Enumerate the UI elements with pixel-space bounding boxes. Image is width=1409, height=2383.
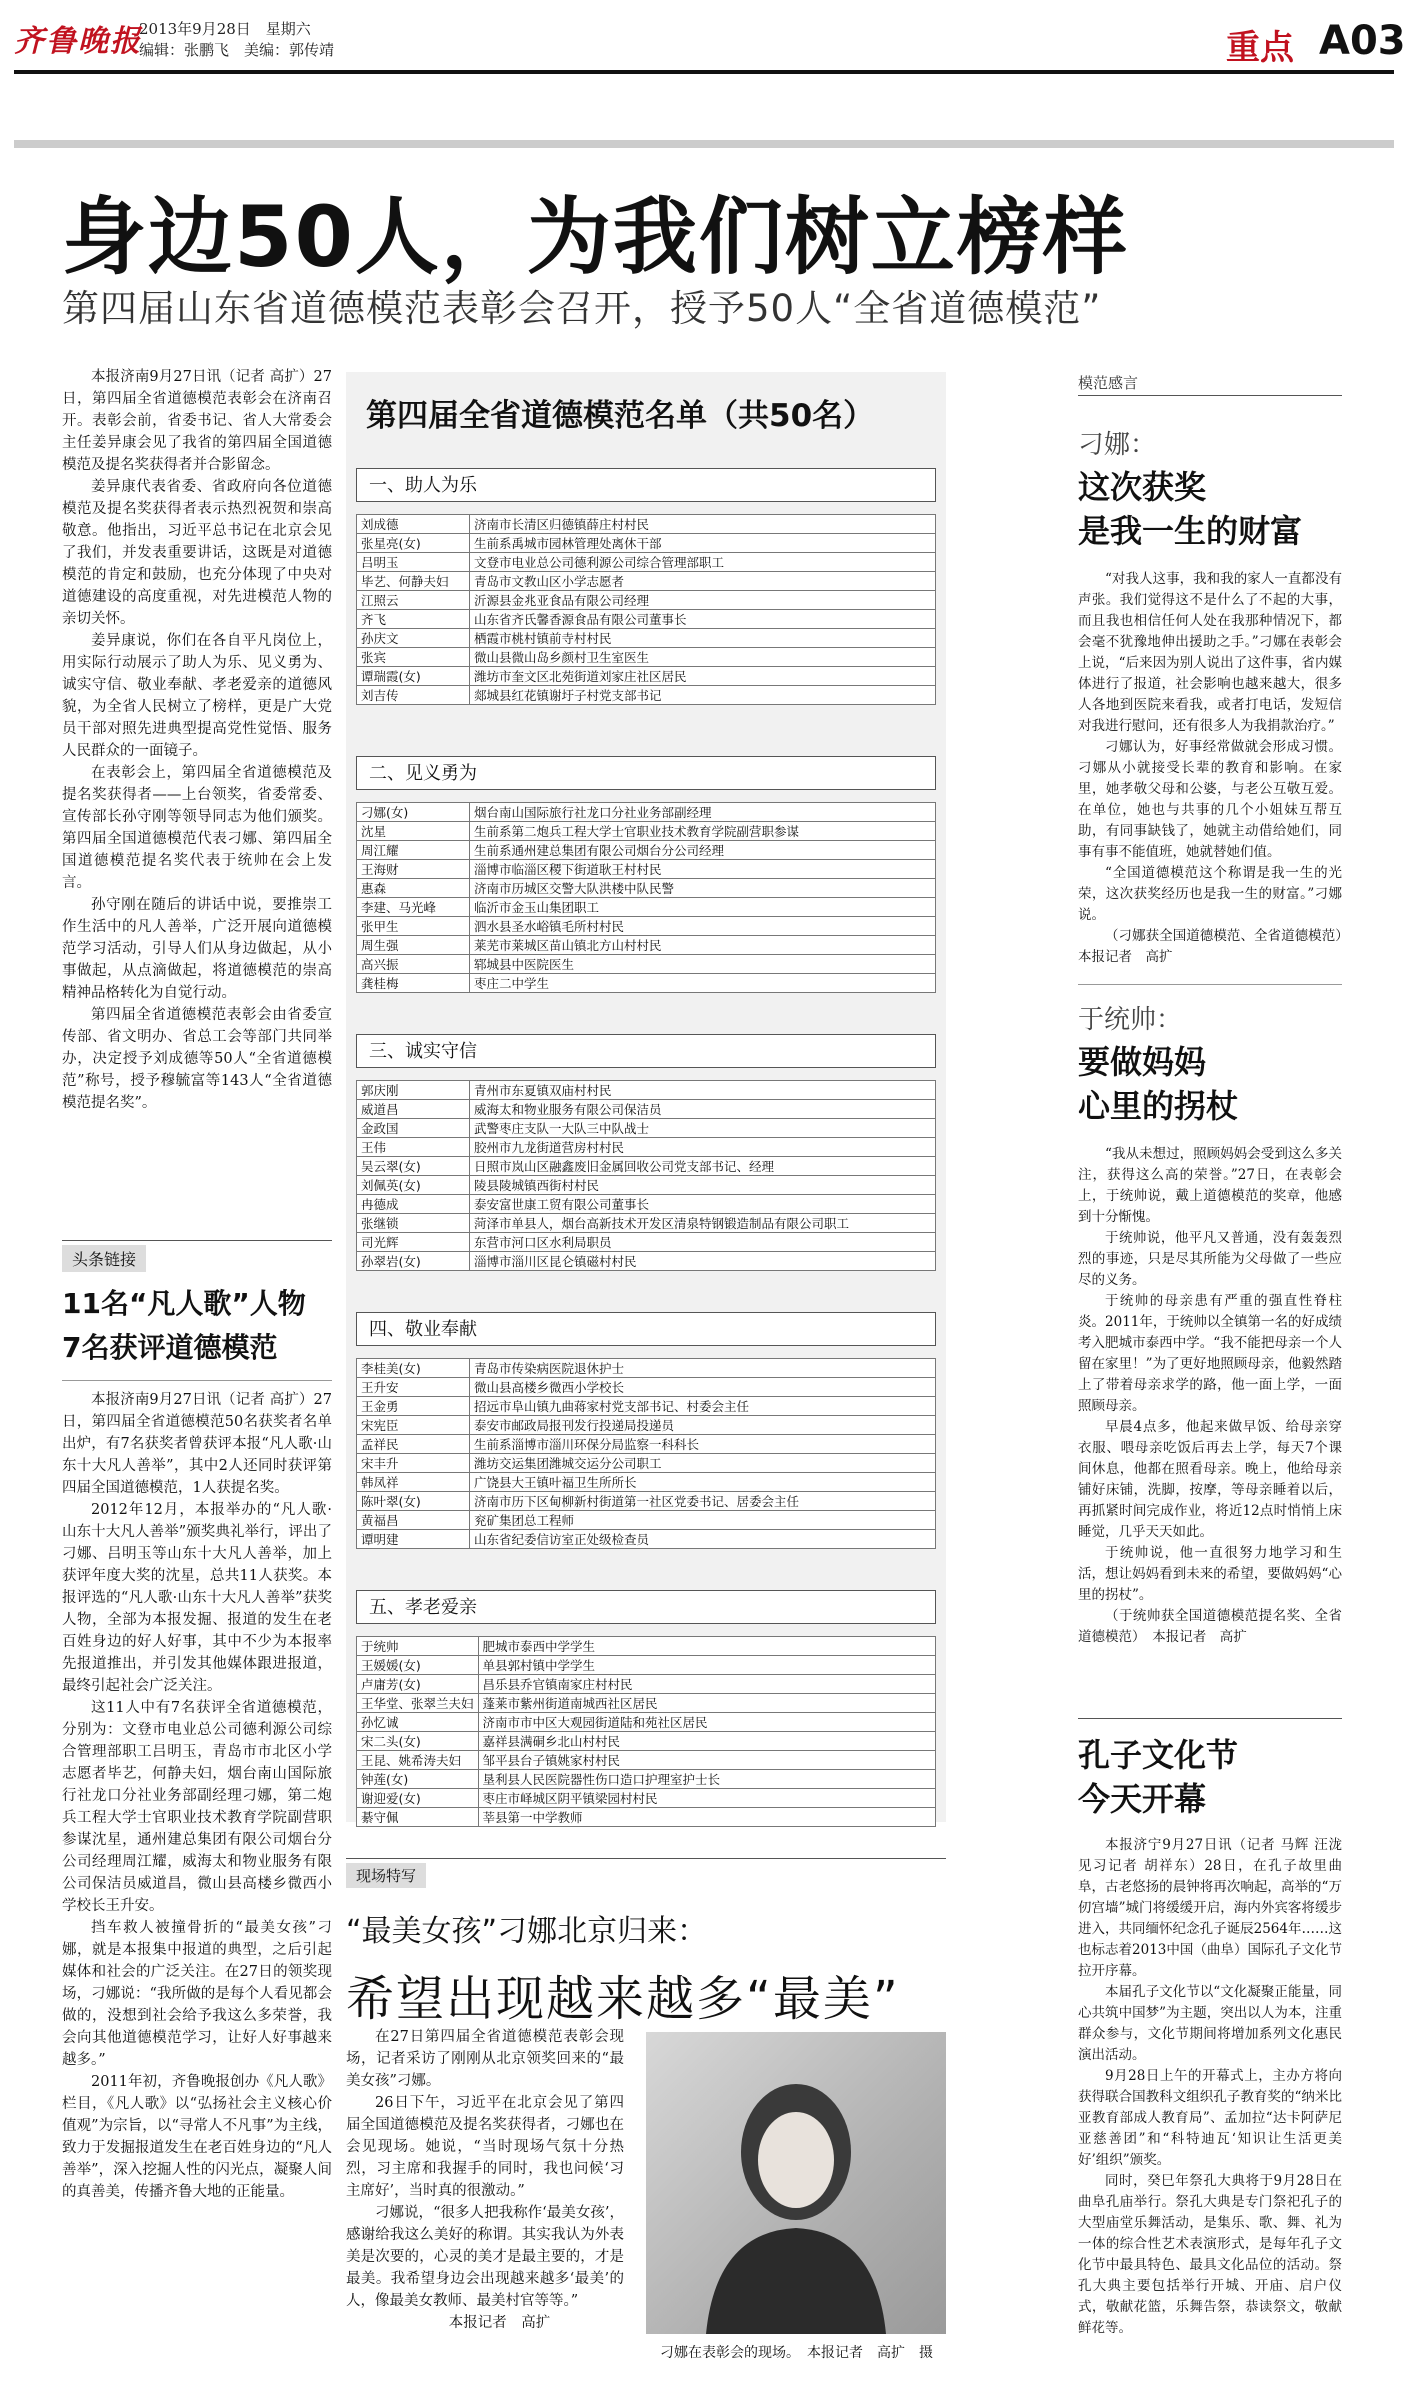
honoree-name: 王金勇 — [357, 1397, 470, 1416]
honoree-affiliation: 文登市电业总公司德利源公司综合管理部职工 — [470, 553, 936, 572]
confucius-headline-2: 今天开幕 — [1078, 1780, 1207, 1818]
table-row — [357, 591, 936, 610]
honoree-affiliation: 莘县第一中学教师 — [478, 1808, 935, 1827]
confucius-paragraph: 同时，癸巳年祭孔大典将于9月28日在曲阜孔庙举行。祭孔大典是专门祭祀孔子的大型庙堂乐舞活动，是集乐、歌、舞、礼为一体的综合性艺术表演形式，是每年孔子文化节中最具特色、最具文化品位的活动。祭孔大典主要包括举行开城、开庙、启户仪式，敬献花篮，乐舞告祭，恭读祭文，敬献鲜花等。 — [1078, 2173, 1342, 2336]
honoree-name: 刘佩英(女) — [357, 1176, 470, 1195]
newspaper-logo: 齐鲁晚报 — [14, 24, 142, 59]
honoree-name: 王昆、姚希涛夫妇 — [357, 1751, 479, 1770]
honor-table — [356, 1358, 936, 1549]
yu-paragraph: 于统帅说，他平凡又普通，没有轰轰烈烈的事迹，只是尽其所能为父母做了一些应尽的义务。 — [1078, 1230, 1342, 1288]
lead-paragraph: 第四届全省道德模范表彰会由省委宣传部、省文明办、省总工会等部门共同举办，决定授予刘成德等50人“全省道德模范”称号，授予穆毓富等143人“全省道德模范提名奖”。 — [62, 1007, 332, 1111]
table-row — [357, 1732, 936, 1751]
onsite-paragraph: 26日下午，习近平在北京会见了第四届全国道德模范及提名奖获得者，刁娜也在会见现场。她说，“当时现场气氛十分热烈，习主席和我握手的同时，我也问候‘习主席好’，当时真的很激动。” — [346, 2095, 624, 2199]
honoree-name: 黄福昌 — [357, 1511, 470, 1530]
table-row — [357, 898, 936, 917]
table-row — [357, 629, 936, 648]
page-subtitle: 第四届山东省道德模范表彰会召开，授予50人“全省道德模范” — [62, 287, 1102, 330]
lead-paragraph: 本报济南9月27日讯（记者 高扩）27日，第四届全省道德模范表彰会在济南召开。表彰会前，省委书记、省人大常委会主任姜异康会见了我省的第四届全国道德模范及提名奖获得者并合影留念。 — [62, 369, 332, 473]
honoree-affiliation: 济南市市中区大观园街道陆和苑社区居民 — [478, 1713, 935, 1732]
title-band — [14, 140, 1394, 148]
honoree-affiliation: 嘉祥县满硐乡北山村村民 — [478, 1732, 935, 1751]
confucius-paragraph: 本届孔子文化节以“文化凝聚正能量，同心共筑中国梦”为主题，突出以人为本，注重群众参与，文化节期间将增加系列文化惠民演出活动。 — [1078, 1984, 1342, 2063]
yu-paragraph: “我从未想过，照顾妈妈会受到这么多关注，获得这么高的荣誉。”27日，在表彰会上，于统帅说，戴上道德模范的奖章，他感到十分惭愧。 — [1078, 1146, 1342, 1225]
category-heading: 五、孝老爱亲 — [356, 1590, 936, 1624]
sidebar-paragraph: 挡车救人被撞骨折的“最美女孩”刁娜，就是本报集中报道的典型，之后引起媒体和社会的广泛关注。在27日的领奖现场，刁娜说：“我所做的是每个人看见都会做的，没想到社会给予我这么多荣誉，我会向其他道德模范学习，让好人好事越来越多。” — [62, 1920, 332, 2068]
table-row — [357, 917, 936, 936]
table-row — [357, 1378, 936, 1397]
honoree-name: 王海财 — [357, 860, 470, 879]
photo-caption: 刁娜在表彰会的现场。 本报记者 高扩 摄 — [660, 2345, 933, 2361]
honoree-name: 王媛媛(女) — [357, 1656, 479, 1675]
honoree-name: 王伟 — [357, 1138, 470, 1157]
honoree-affiliation: 昌乐县乔官镇南家庄村村民 — [478, 1675, 935, 1694]
onsite-label: 现场特写 — [346, 1863, 426, 1888]
honoree-affiliation: 单县郭村镇中学学生 — [478, 1656, 935, 1675]
table-row — [357, 1637, 936, 1656]
lead-paragraph: 姜异康代表省委、省政府向各位道德模范及提名奖获得者表示热烈祝贺和崇高敬意。他指出，习近平总书记在北京会见了我们，并发表重要讲话，这既是对道德模范的肯定和鼓励，也充分体现了中央对道德建设的高度重视，对先进模范人物的亲切关怀。 — [62, 479, 332, 627]
honor-table — [356, 802, 936, 993]
honoree-affiliation: 栖霞市桃村镇前寺村村民 — [470, 629, 936, 648]
honor-table — [356, 1636, 936, 1827]
honoree-affiliation: 泗水县圣水峪镇毛所村村民 — [470, 917, 936, 936]
honoree-affiliation: 生前系淄博市淄川环保分局监察一科科长 — [470, 1435, 936, 1454]
honor-table — [356, 1080, 936, 1271]
honoree-affiliation: 烟台南山国际旅行社龙口分社业务部副经理 — [470, 803, 936, 822]
honoree-affiliation: 郯城县红花镇谢圩子村党支部书记 — [470, 686, 936, 705]
honoree-name: 周江耀 — [357, 841, 470, 860]
table-row — [357, 1530, 936, 1549]
honoree-affiliation: 潍坊市奎文区北苑街道刘家庄社区居民 — [470, 667, 936, 686]
table-row — [357, 822, 936, 841]
honoree-affiliation: 淄博市临淄区稷下街道耿王村村民 — [470, 860, 936, 879]
honoree-affiliation: 枣庄市峄城区阴平镇梁园村村民 — [478, 1789, 935, 1808]
table-row — [357, 1694, 936, 1713]
table-row — [357, 955, 936, 974]
table-row — [357, 1770, 936, 1789]
honoree-name: 韩凤祥 — [357, 1473, 470, 1492]
honoree-name: 司光辉 — [357, 1233, 470, 1252]
diao-paragraph: “全国道德模范这个称谓是我一生的光荣，这次获奖经历也是我一生的财富。”刁娜说。 — [1078, 865, 1342, 923]
honoree-name: 谭瑞霞(女) — [357, 667, 470, 686]
honoree-name: 李建、马光峰 — [357, 898, 470, 917]
honoree-name: 刁娜(女) — [357, 803, 470, 822]
onsite-paragraph: 在27日第四届全省道德模范表彰会现场，记者采访了刚刚从北京领奖回来的“最美女孩”刁娜。 — [346, 2029, 624, 2089]
table-row — [357, 1252, 936, 1271]
sidebar-paragraph: 本报济南9月27日讯（记者 高扩）27日，第四届全省道德模范50名获奖者名单出炉，有7名获奖者曾获评本报“凡人歌·山东十大凡人善举”，其中2人还同时获评第四届全国道德模范，1人获提名奖。 — [62, 1392, 332, 1496]
table-row — [357, 1233, 936, 1252]
honoree-affiliation: 武警枣庄支队一大队三中队战士 — [470, 1119, 936, 1138]
table-row — [357, 879, 936, 898]
lead-paragraph: 在表彰会上，第四届全省道德模范及提名奖获得者——上台领奖，省委常委、宣传部长孙守刚等领导同志为他们颁奖。第四届全国道德模范代表刁娜、第四届全国道德模范提名奖代表于统帅在会上发言。 — [62, 765, 332, 891]
confucius-paragraph: 本报济宁9月27日讯（记者 马辉 汪泷 见习记者 胡祥东）28日，在孔子故里曲阜，古老悠扬的晨钟将再次响起，高举的“万仞宫墙”城门将缓缓开启，海内外宾客将缓步进入，共同缅怀纪念孔子诞辰2564年……这也标志着2013中国（曲阜）国际孔子文化节拉开序幕。 — [1078, 1837, 1342, 1979]
table-row — [357, 572, 936, 591]
honoree-name: 孙庆文 — [357, 629, 470, 648]
table-row — [357, 534, 936, 553]
table-row — [357, 974, 936, 993]
honoree-affiliation: 泰安市邮政局报刊发行投递局投递员 — [470, 1416, 936, 1435]
section-label: 重点 — [1226, 28, 1294, 68]
table-row — [357, 1416, 936, 1435]
honoree-affiliation: 济南市历城区交警大队洪楼中队民警 — [470, 879, 936, 898]
table-row — [357, 860, 936, 879]
honoree-name: 冉德成 — [357, 1195, 470, 1214]
table-row — [357, 515, 936, 534]
category-heading: 三、诚实守信 — [356, 1034, 936, 1068]
honoree-affiliation: 威海太和物业服务有限公司保洁员 — [470, 1100, 936, 1119]
honoree-affiliation: 陵县陵城镇西街村村民 — [470, 1176, 936, 1195]
honoree-name: 孟祥民 — [357, 1435, 470, 1454]
diao-body — [1078, 569, 1356, 968]
honoree-affiliation: 生前系禹城市园林管理处离休干部 — [470, 534, 936, 553]
category-heading: 二、见义勇为 — [356, 756, 936, 790]
table-row — [357, 1081, 936, 1100]
honoree-name: 钟莲(女) — [357, 1770, 479, 1789]
onsite-paragraph: 刁娜说，“很多人把我称作‘最美女孩’，感谢给我这么美好的称谓。其实我认为外表美是次要的，心灵的美才是最主要的，才是最美。我希望身边会出现越来越多‘最美’的人，像最美女教师、最美村官等等。” — [346, 2205, 624, 2309]
honoree-affiliation: 淄博市淄川区昆仑镇磁村村民 — [470, 1252, 936, 1271]
table-row — [357, 1119, 936, 1138]
honoree-affiliation: 郓城县中医院医生 — [470, 955, 936, 974]
honoree-name: 毕艺、何静夫妇 — [357, 572, 470, 591]
table-row — [357, 1176, 936, 1195]
lead-paragraph: 孙守刚在随后的讲话中说，要推崇工作生活中的凡人善举，广泛开展向道德模范学习活动，引导人们从身边做起，从小事做起，从点滴做起，将道德模范的崇高精神品格转化为自觉行动。 — [62, 897, 332, 1001]
honoree-name: 齐飞 — [357, 610, 470, 629]
sidebar-paragraph: 2011年初，齐鲁晚报创办《凡人歌》栏目，《凡人歌》以“弘扬社会主义核心价值观”为宗旨，以“寻常人不凡事”为主线，致力于发掘报道发生在老百姓身边的“凡人善举”，深入挖掘人性的闪光点，凝聚人间的真善美，传播齐鲁大地的正能量。 — [62, 2074, 332, 2200]
honoree-affiliation: 枣庄二中学生 — [470, 974, 936, 993]
category-heading: 四、敬业奉献 — [356, 1312, 936, 1346]
table-row — [357, 1195, 936, 1214]
honoree-name: 綦守佩 — [357, 1808, 479, 1827]
honoree-affiliation: 青岛市传染病医院退休护士 — [470, 1359, 936, 1378]
honoree-name: 龚桂梅 — [357, 974, 470, 993]
table-row — [357, 1492, 936, 1511]
quotes-label: 模范感言 — [1078, 372, 1342, 396]
honoree-name: 张甲生 — [357, 917, 470, 936]
date-line: 2013年9月28日 星期六 — [139, 20, 311, 38]
honoree-name: 周生强 — [357, 936, 470, 955]
table-row — [357, 1751, 936, 1770]
person-silhouette-icon — [646, 2032, 946, 2334]
table-row — [357, 1511, 936, 1530]
table-row — [357, 1473, 936, 1492]
sidebar-paragraph: 2012年12月，本报举办的“凡人歌·山东十大凡人善举”颁奖典礼举行，评出了刁娜、吕明玉等山东十大凡人善举，加上获评年度大奖的沈星，总共11人获奖。本报评选的“凡人歌·山东十大凡人善举”获奖人物，全部为本报发掘、报道的发生在老百姓身边的好人好事，其中不少为本报率先报道推出，并引发其他媒体跟进报道，最终引起社会广泛关注。 — [62, 1502, 332, 1694]
honoree-affiliation: 垦利县人民医院器性伤口造口护理室护士长 — [478, 1770, 935, 1789]
honoree-affiliation: 泰安富世康工贸有限公司董事长 — [470, 1195, 936, 1214]
lead-article — [62, 366, 332, 1114]
honoree-name: 刘成德 — [357, 515, 470, 534]
onsite-byline: 本报记者 高扩 — [448, 2315, 551, 2331]
editor-line: 编辑：张鹏飞 美编：郭传靖 — [139, 41, 335, 59]
onsite-kicker: “最美女孩”刁娜北京归来： — [346, 1914, 708, 1949]
honoree-affiliation: 招远市阜山镇九曲蒋家村党支部书记、村委会主任 — [470, 1397, 936, 1416]
right-column — [1078, 372, 1356, 1648]
confucius-paragraph: 9月28日上午的开幕式上，主办方将向获得联合国教科文组织孔子教育奖的“纳米比亚教育部成人教育局”、孟加拉“达卡阿萨尼亚慈善团”和“科特迪瓦‘知识让生活更美好’组织”颁奖。 — [1078, 2068, 1342, 2168]
diao-na-photo — [646, 2032, 946, 2334]
honoree-name: 惠森 — [357, 879, 470, 898]
honoree-name: 吴云翠(女) — [357, 1157, 470, 1176]
honoree-affiliation: 山东省纪委信访室正处级检查员 — [470, 1530, 936, 1549]
table-row — [357, 1435, 936, 1454]
honoree-affiliation: 菏泽市单县人，烟台高新技术开发区清泉特钢锻造制品有限公司职工 — [470, 1214, 936, 1233]
table-row — [357, 1454, 936, 1473]
honoree-name: 刘吉传 — [357, 686, 470, 705]
lead-paragraph: 姜异康说，你们在各自平凡岗位上，用实际行动展示了助人为乐、见义勇为、诚实守信、敬业奉献、孝老爱亲的道德风貌，为全省人民树立了榜样，更是广大党员干部对照先进典型提高党性觉悟、服务人民群众的一面镜子。 — [62, 633, 332, 759]
yu-paragraph: 早晨4点多，他起来做早饭、给母亲穿衣服、喂母亲吃饭后再去上学，每天7个课间休息，他都在照看母亲。晚上，他给母亲铺好床铺，洗脚，按摩，等母亲睡着以后，再抓紧时间完成作业，将近12点时悄悄上床睡觉，几乎天天如此。 — [1078, 1419, 1342, 1540]
table-row — [357, 1157, 936, 1176]
honoree-name: 郭庆刚 — [357, 1081, 470, 1100]
sidebar-headline-2: 7名获评道德模范 — [62, 1331, 278, 1364]
honoree-name: 王华堂、张翠兰夫妇 — [357, 1694, 479, 1713]
honoree-name: 孙忆诚 — [357, 1713, 479, 1732]
category-heading: 一、助人为乐 — [356, 468, 936, 502]
table-row — [357, 936, 936, 955]
yu-headline-1: 要做妈妈 — [1078, 1043, 1207, 1081]
diao-headline-1: 这次获奖 — [1078, 468, 1207, 506]
honoree-affiliation: 临沂市金玉山集团职工 — [470, 898, 936, 917]
honoree-affiliation: 胶州市九龙街道营房村村民 — [470, 1138, 936, 1157]
onsite-headline: 希望出现越来越多“最美” — [346, 1971, 900, 2027]
honor-list-box — [346, 372, 946, 1825]
diao-paragraph: 刁娜认为，好事经常做就会形成习惯。刁娜从小就接受长辈的教育和影响。在家里，她孝敬父母和公婆，与老公互敬互爱。在单位，她也与共事的几个小姐妹互帮互助，有同事缺钱了，她就主动借给她们，同事有事不能值班，她就替她们值。 — [1078, 739, 1342, 860]
honoree-affiliation: 日照市岚山区融鑫废旧金属回收公司党支部书记、经理 — [470, 1157, 936, 1176]
honoree-affiliation: 微山县微山岛乡颜村卫生室医生 — [470, 648, 936, 667]
table-row — [357, 1138, 936, 1157]
honoree-affiliation: 潍坊交运集团潍城交运分公司职工 — [470, 1454, 936, 1473]
confucius-headline-1: 孔子文化节 — [1078, 1736, 1239, 1774]
honoree-name: 于统帅 — [357, 1637, 479, 1656]
table-row — [357, 1675, 936, 1694]
onsite-body — [346, 2026, 624, 2334]
diao-paragraph: “对我人这事，我和我的家人一直都没有声张。我们觉得这不是什么了不起的大事，而且我也相信任何人处在我那种情况下，都会毫不犹豫地伸出援助之手。”刁娜在表彰会上说，“后来因为别人说出了这件事，省内媒体进行了报道，社会影响也越来越大，很多人各地到医院来看我，或者打电话，发短信对我进行慰问，还有很多人为我捐款治疗。” — [1078, 571, 1342, 734]
honoree-name: 高兴振 — [357, 955, 470, 974]
table-row — [357, 1359, 936, 1378]
honoree-name: 沈星 — [357, 822, 470, 841]
table-row — [357, 803, 936, 822]
honoree-name: 陈叶翠(女) — [357, 1492, 470, 1511]
yu-headline-2: 心里的拐杖 — [1078, 1087, 1239, 1125]
confucius-article — [1078, 1718, 1342, 2339]
honoree-affiliation: 兖矿集团总工程师 — [470, 1511, 936, 1530]
honoree-name: 孙翠岩(女) — [357, 1252, 470, 1271]
sidebar-body — [62, 1389, 332, 2203]
yu-paragraph: （于统帅获全国道德模范提名奖、全省道德模范） 本报记者 高扩 — [1078, 1608, 1342, 1645]
honoree-affiliation: 沂源县金兆亚食品有限公司经理 — [470, 591, 936, 610]
confucius-body — [1078, 1835, 1342, 2339]
honoree-affiliation: 广饶县大王镇叶福卫生所所长 — [470, 1473, 936, 1492]
honor-table — [356, 514, 936, 705]
honoree-affiliation: 济南市历下区甸柳新村街道第一社区党委书记、居委会主任 — [470, 1492, 936, 1511]
honoree-affiliation: 生前系通州建总集团有限公司烟台分公司经理 — [470, 841, 936, 860]
sidebar-paragraph: 这11人中有7名获评全省道德模范，分别为：文登市电业总公司德利源公司综合管理部职工吕明玉，青岛市市北区小学志愿者毕艺，何静夫妇，烟台南山国际旅行社龙口分社业务部副经理刁娜，第二炮兵工程大学士官职业技术教育学院副营职参谋沈星，通州建总集团有限公司烟台分公司经理周江耀，威海太和物业服务有限公司保洁员威道昌，微山县高楼乡微西小学校长王升安。 — [62, 1700, 332, 1914]
sidebar-article — [62, 1240, 332, 2203]
page-title: 身边50人，为我们树立榜样 — [62, 188, 1129, 286]
honoree-affiliation: 东营市河口区水利局职员 — [470, 1233, 936, 1252]
table-row — [357, 648, 936, 667]
honoree-name: 威道昌 — [357, 1100, 470, 1119]
honoree-name: 宋丰升 — [357, 1454, 470, 1473]
honoree-affiliation: 山东省齐氏馨香源食品有限公司董事长 — [470, 610, 936, 629]
honor-list-title: 第四届全省道德模范名单（共50名） — [366, 398, 875, 434]
honoree-affiliation: 莱芜市莱城区苗山镇北方山村村民 — [470, 936, 936, 955]
honoree-affiliation: 微山县高楼乡微西小学校长 — [470, 1378, 936, 1397]
table-row — [357, 553, 936, 572]
diao-kicker: 刁娜： — [1078, 430, 1157, 460]
honoree-name: 江照云 — [357, 591, 470, 610]
honoree-name: 宋二头(女) — [357, 1732, 479, 1751]
table-row — [357, 1713, 936, 1732]
table-row — [357, 667, 936, 686]
diao-headline-2: 是我一生的财富 — [1078, 512, 1303, 550]
table-row — [357, 841, 936, 860]
table-row — [357, 1100, 936, 1119]
honoree-name: 宋宪臣 — [357, 1416, 470, 1435]
yu-body — [1078, 1144, 1342, 1648]
table-row — [357, 1656, 936, 1675]
table-row — [357, 610, 936, 629]
yu-kicker: 于统帅： — [1078, 1005, 1183, 1035]
header-rule — [14, 70, 1394, 74]
masthead — [14, 14, 1406, 68]
yu-paragraph: 于统帅说，他一直很努力地学习和生活，想让妈妈看到未来的希望，要做妈妈“心里的拐杖”。 — [1078, 1545, 1342, 1603]
honoree-name: 谭明建 — [357, 1530, 470, 1549]
honoree-name: 张继锁 — [357, 1214, 470, 1233]
honoree-affiliation: 生前系第二炮兵工程大学士官职业技术教育学院副营职参谋 — [470, 822, 936, 841]
honoree-name: 李桂美(女) — [357, 1359, 470, 1378]
honoree-affiliation: 青岛市文教山区小学志愿者 — [470, 572, 936, 591]
honoree-affiliation: 青州市东夏镇双庙村村民 — [470, 1081, 936, 1100]
diao-paragraph: （刁娜获全国道德模范、全省道德模范） 本报记者 高扩 — [1078, 928, 1356, 965]
honoree-name: 王升安 — [357, 1378, 470, 1397]
sidebar-headline-1: 11名“凡人歌”人物 — [62, 1287, 306, 1320]
honoree-affiliation: 邹平县台子镇姚家村村民 — [478, 1751, 935, 1770]
table-row — [357, 1789, 936, 1808]
table-row — [357, 1397, 936, 1416]
honoree-affiliation: 肥城市泰西中学学生 — [478, 1637, 935, 1656]
table-row — [357, 686, 936, 705]
table-row — [357, 1808, 936, 1827]
honoree-name: 吕明玉 — [357, 553, 470, 572]
sidebar-label: 头条链接 — [62, 1245, 146, 1272]
honoree-name: 谢迎爱(女) — [357, 1789, 479, 1808]
honoree-name: 卢庸芳(女) — [357, 1675, 479, 1694]
honoree-affiliation: 济南市长清区归德镇薛庄村村民 — [470, 515, 936, 534]
page-number: A03 — [1319, 18, 1406, 64]
honoree-name: 金政国 — [357, 1119, 470, 1138]
honoree-name: 张星亮(女) — [357, 534, 470, 553]
honoree-affiliation: 蓬莱市紫州街道南城西社区居民 — [478, 1694, 935, 1713]
honoree-name: 张宾 — [357, 648, 470, 667]
table-row — [357, 1214, 936, 1233]
yu-paragraph: 于统帅的母亲患有严重的强直性脊柱炎。2011年，于统帅以全镇第一名的好成绩考入肥城市泰西中学。“我不能把母亲一个人留在家里！”为了更好地照顾母亲，他毅然踏上了带着母亲求学的路，他一面上学，一面照顾母亲。 — [1078, 1293, 1342, 1414]
onsite-article — [346, 1858, 946, 2029]
